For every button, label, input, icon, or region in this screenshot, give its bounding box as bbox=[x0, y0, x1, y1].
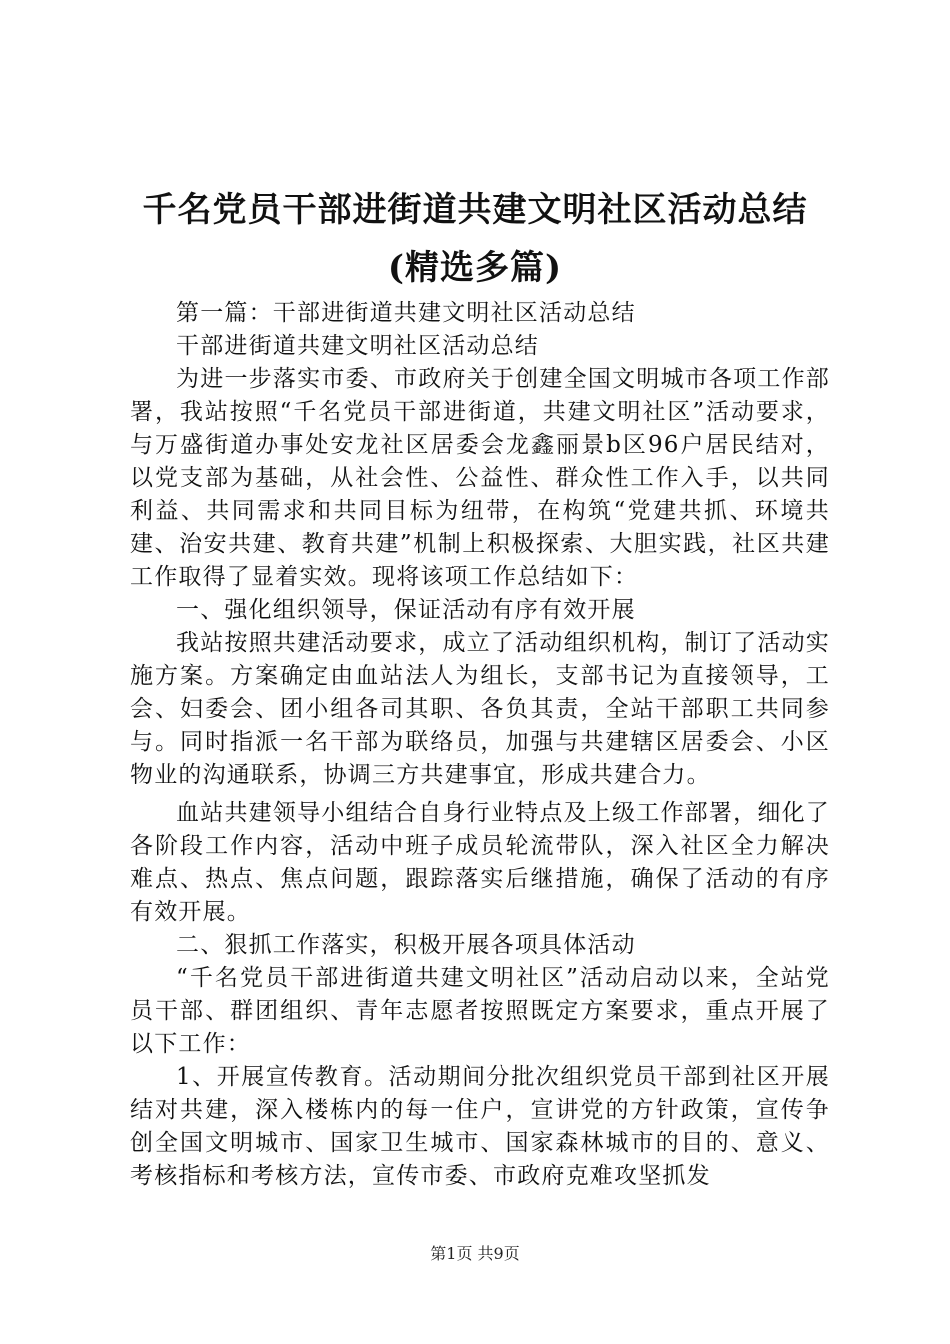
paragraph: 1、开展宣传教育。活动期间分批次组织党员干部到社区开展结对共建，深入楼栋内的每一住户，宣讲党的方针政策，宣传争创全国文明城市、国家卫生城市、国家森林城市的目的、意义、考核指标和考核方法，宣传市委、市政府克难攻坚抓发 bbox=[130, 1064, 830, 1189]
subsection-heading: 二、狠抓工作落实，积极开展各项具体活动 bbox=[176, 932, 636, 958]
paragraph: 我站按照共建活动要求，成立了活动组织机构，制订了活动实施方案。方案确定由血站法人为组长，支部书记为直接领导，工会、妇委会、团小组各司其职、各负其责，全站干部职工共同参与。同时指派一名干部为联络员，加强与共建辖区居委会、小区物业的沟通联系，协调三方共建事宜，形成共建合力。 bbox=[130, 630, 830, 788]
paragraph: 为进一步落实市委、市政府关于创建全国文明城市各项工作部署，我站按照“千名党员干部进街道，共建文明社区”活动要求，与万盛街道办事处安龙社区居委会龙鑫丽景b区96户居民结对，以党支部为基础，从社会性、公益性、群众性工作入手，以共同利益、共同需求和共同目标为纽带，在构筑“党建共抓、环境共建、治安共建、教育共建”机制上积极探索、大胆实践，社区共建工作取得了显着实效。现将该项工作总结如下： bbox=[130, 366, 830, 590]
document-subtitle: (精选多篇) bbox=[387, 248, 563, 288]
page-number-footer: 第1页 共9页 bbox=[430, 1244, 520, 1263]
document-body bbox=[130, 297, 830, 1193]
document-title: 千名党员干部进街道共建文明社区活动总结 bbox=[142, 190, 808, 230]
paragraph: “千名党员干部进街道共建文明社区”活动启动以来，全站党员干部、群团组织、青年志愿者按照既定方案要求，重点开展了以下工作： bbox=[130, 965, 830, 1057]
paragraph: 血站共建领导小组结合自身行业特点及上级工作部署，细化了各阶段工作内容，活动中班子成员轮流带队，深入社区全力解决难点、热点、焦点问题，跟踪落实后继措施，确保了活动的有序有效开展。 bbox=[130, 800, 830, 925]
section-heading: 第一篇：干部进街道共建文明社区活动总结 bbox=[176, 300, 636, 326]
article-heading: 干部进街道共建文明社区活动总结 bbox=[176, 333, 539, 359]
subsection-heading: 一、强化组织领导，保证活动有序有效开展 bbox=[176, 597, 636, 623]
